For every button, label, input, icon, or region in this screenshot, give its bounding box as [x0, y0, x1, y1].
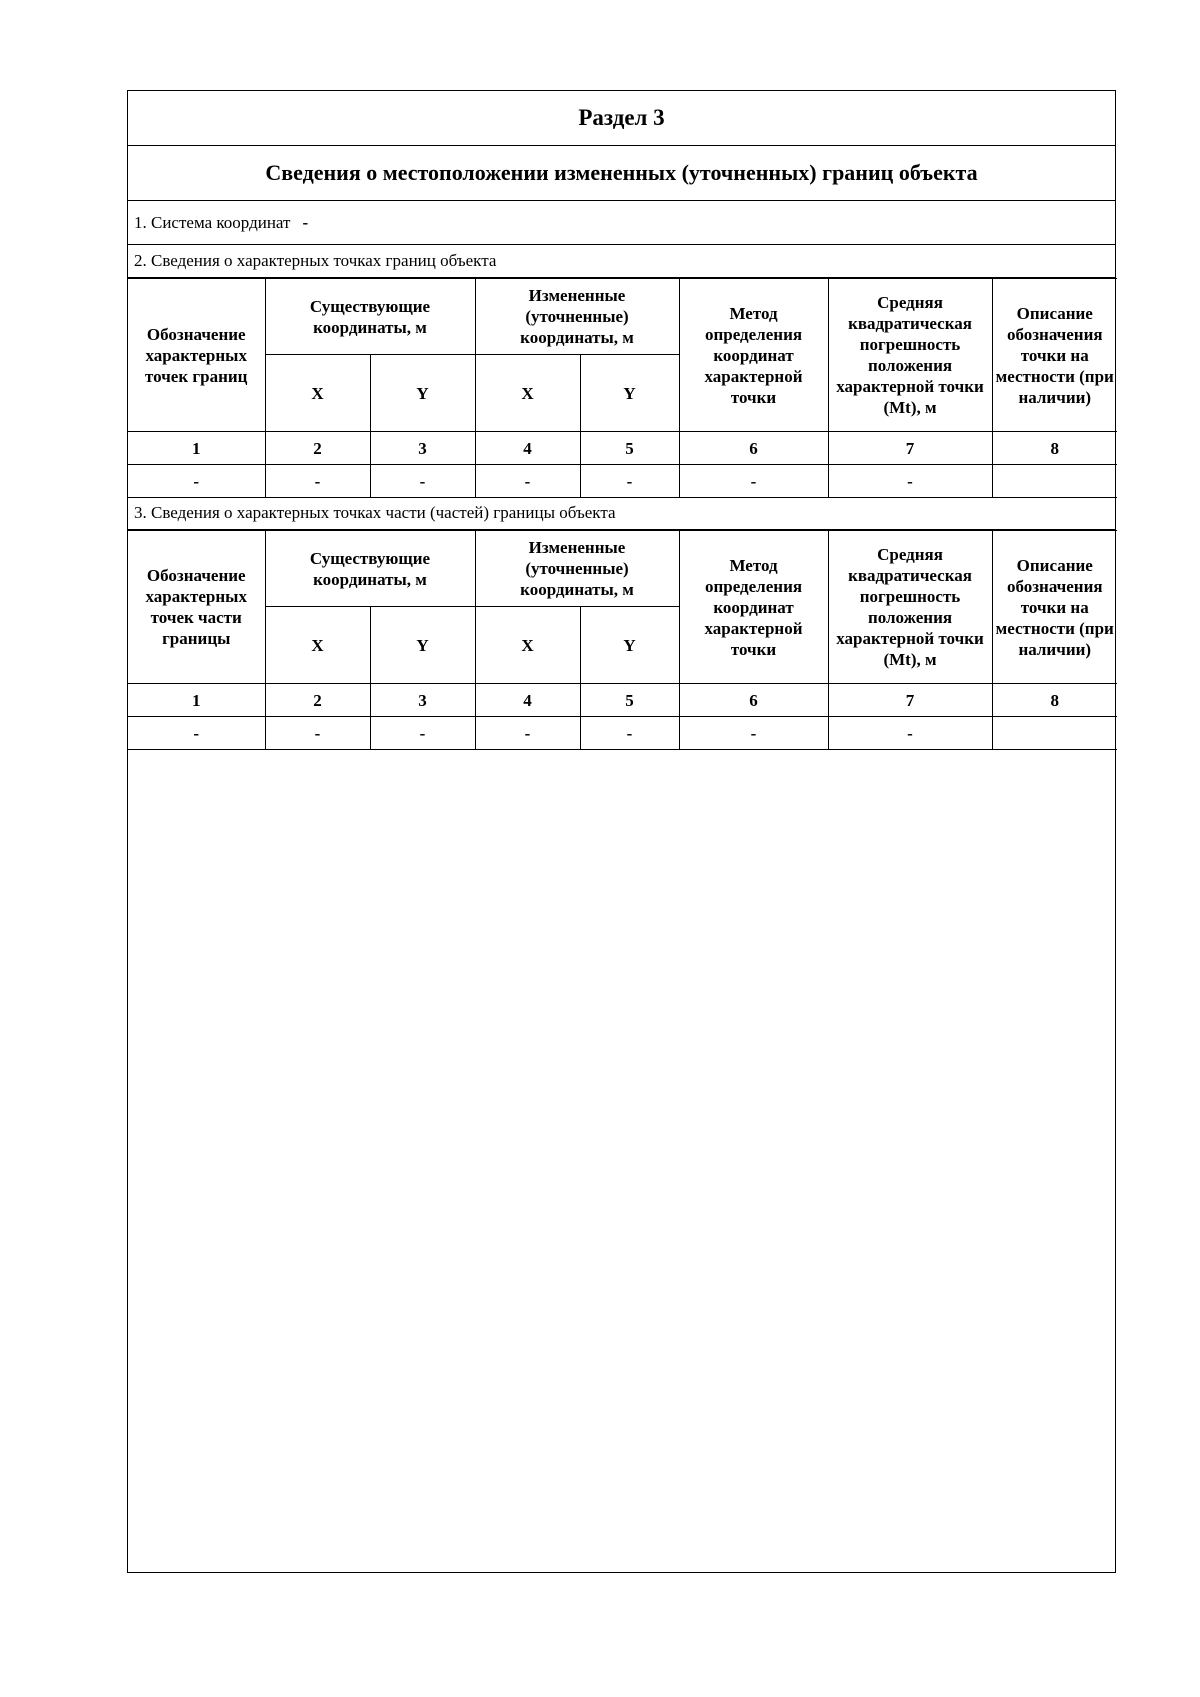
- header-point-designation: Обозначение характерных точек границ: [128, 279, 265, 432]
- column-number-row: [128, 432, 1117, 465]
- table-cell: -: [265, 717, 370, 750]
- column-number: 3: [370, 432, 475, 465]
- table1-caption: 2. Сведения о характерных точках границ объекта: [128, 245, 1115, 278]
- header-point-description: Описание обозначения точки на местности (при наличии): [992, 279, 1117, 432]
- header-existing-y: Y: [370, 607, 475, 684]
- column-number: 5: [580, 684, 679, 717]
- document-frame: [127, 90, 1116, 1573]
- table-cell: -: [679, 465, 828, 498]
- table-cell: -: [580, 717, 679, 750]
- column-number: 7: [828, 684, 992, 717]
- boundary-part-points-table: [128, 530, 1117, 750]
- table-row: [128, 717, 1117, 750]
- header-existing-coordinates: Существующие координаты, м: [265, 531, 475, 607]
- column-number: 1: [128, 684, 265, 717]
- table-cell: -: [475, 717, 580, 750]
- header-changed-y: Y: [580, 355, 679, 432]
- column-number: 2: [265, 432, 370, 465]
- table-cell: -: [828, 717, 992, 750]
- header-changed-x: X: [475, 355, 580, 432]
- header-method: Метод определения координат характерной точки: [679, 279, 828, 432]
- boundary-points-table: [128, 278, 1117, 498]
- column-number-row: [128, 684, 1117, 717]
- table-cell: -: [580, 465, 679, 498]
- header-existing-y: Y: [370, 355, 475, 432]
- table-cell: -: [128, 717, 265, 750]
- column-number: 6: [679, 684, 828, 717]
- column-number: 6: [679, 432, 828, 465]
- table-cell: -: [475, 465, 580, 498]
- column-number: 3: [370, 684, 475, 717]
- column-number: 2: [265, 684, 370, 717]
- coordinate-system-line: [128, 201, 1115, 245]
- column-number: 8: [992, 684, 1117, 717]
- column-number: 7: [828, 432, 992, 465]
- column-number: 8: [992, 432, 1117, 465]
- table-cell: -: [265, 465, 370, 498]
- coordinate-system-value: -: [302, 212, 309, 232]
- header-point-designation: Обозначение характерных точек части границы: [128, 531, 265, 684]
- document-title: Сведения о местоположении измененных (уточненных) границ объекта: [128, 146, 1115, 201]
- header-changed-x: X: [475, 607, 580, 684]
- header-point-description: Описание обозначения точки на местности (при наличии): [992, 531, 1117, 684]
- table-row: [128, 465, 1117, 498]
- header-changed-coordinates: Измененные (уточненные) координаты, м: [475, 279, 679, 355]
- table-cell: -: [828, 465, 992, 498]
- column-number: 4: [475, 684, 580, 717]
- header-existing-x: X: [265, 607, 370, 684]
- header-existing-coordinates: Существующие координаты, м: [265, 279, 475, 355]
- table-cell: [992, 465, 1117, 498]
- header-changed-coordinates: Измененные (уточненные) координаты, м: [475, 531, 679, 607]
- table-cell: [992, 717, 1117, 750]
- table-cell: -: [679, 717, 828, 750]
- column-number: 5: [580, 432, 679, 465]
- column-number: 4: [475, 432, 580, 465]
- header-mean-square-error: Средняя квадратическая погрешность положения характерной точки (Mt), м: [828, 531, 992, 684]
- section-title: Раздел 3: [128, 91, 1115, 146]
- header-mean-square-error: Средняя квадратическая погрешность положения характерной точки (Mt), м: [828, 279, 992, 432]
- header-method: Метод определения координат характерной точки: [679, 531, 828, 684]
- column-number: 1: [128, 432, 265, 465]
- coordinate-system-label: 1. Система координат: [134, 212, 291, 232]
- table2-caption: 3. Сведения о характерных точках части (частей) границы объекта: [128, 497, 1115, 530]
- header-changed-y: Y: [580, 607, 679, 684]
- table-cell: -: [370, 717, 475, 750]
- header-existing-x: X: [265, 355, 370, 432]
- table-cell: -: [370, 465, 475, 498]
- table-cell: -: [128, 465, 265, 498]
